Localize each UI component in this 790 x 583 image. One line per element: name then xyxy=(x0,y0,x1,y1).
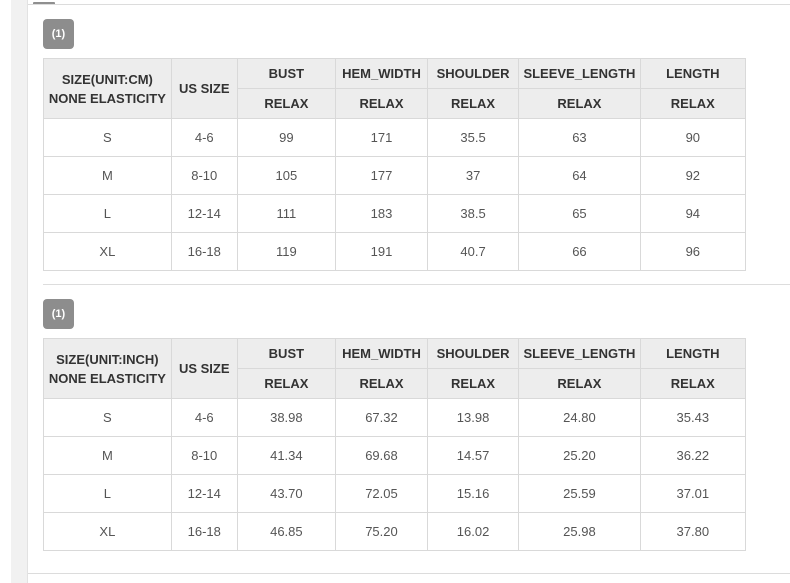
measurement-cell: 75.20 xyxy=(336,513,428,551)
table-row xyxy=(44,119,746,157)
size-cell: M xyxy=(44,157,172,195)
unit-title: SIZE(UNIT:CM) xyxy=(61,71,153,87)
column-header-shoulder: SHOULDER xyxy=(427,339,518,369)
size-chart-section-inch xyxy=(28,285,790,564)
elasticity-label: NONE ELASTICITY xyxy=(48,90,166,106)
size-chart-table-inch xyxy=(43,338,746,551)
table-row xyxy=(44,157,746,195)
measurement-cell: 35.43 xyxy=(640,399,745,437)
us-size-cell: 4-6 xyxy=(171,119,237,157)
measurement-cell: 92 xyxy=(640,157,745,195)
column-header-sleeve-length: SLEEVE_LENGTH xyxy=(519,59,640,89)
column-header-hem-width: HEM_WIDTH xyxy=(336,339,428,369)
measurement-cell: 43.70 xyxy=(237,475,335,513)
size-cell: S xyxy=(44,399,172,437)
relax-subheader: RELAX xyxy=(237,89,335,119)
measurement-cell: 41.34 xyxy=(237,437,335,475)
measurement-cell: 63 xyxy=(519,119,640,157)
measurement-cell: 183 xyxy=(336,195,428,233)
measurement-cell: 14.57 xyxy=(427,437,518,475)
measurement-cell: 111 xyxy=(237,195,335,233)
chart-index-badge[interactable]: (1) xyxy=(43,299,74,329)
column-header-length: LENGTH xyxy=(640,339,745,369)
relax-subheader: RELAX xyxy=(336,89,428,119)
measurement-cell: 105 xyxy=(237,157,335,195)
measurement-cell: 64 xyxy=(519,157,640,195)
relax-subheader: RELAX xyxy=(336,369,428,399)
us-size-cell: 4-6 xyxy=(171,399,237,437)
measurement-cell: 38.5 xyxy=(427,195,518,233)
elasticity-label: NONE ELASTICITY xyxy=(48,370,166,386)
relax-subheader: RELAX xyxy=(640,369,745,399)
header-row-measure xyxy=(44,339,746,369)
measurement-cell: 25.98 xyxy=(519,513,640,551)
measurement-cell: 36.22 xyxy=(640,437,745,475)
measurement-cell: 65 xyxy=(519,195,640,233)
us-size-header-cell: US SIZE xyxy=(171,59,237,119)
table-row xyxy=(44,195,746,233)
size-chart-table-cm xyxy=(43,58,746,271)
header-row-measure xyxy=(44,59,746,89)
us-size-cell: 16-18 xyxy=(171,513,237,551)
size-chart-section-cm xyxy=(28,5,790,284)
table-row xyxy=(44,233,746,271)
measurement-cell: 171 xyxy=(336,119,428,157)
table-row xyxy=(44,437,746,475)
column-header-hem-width: HEM_WIDTH xyxy=(336,59,428,89)
measurement-cell: 94 xyxy=(640,195,745,233)
measurement-cell: 69.68 xyxy=(336,437,428,475)
relax-subheader: RELAX xyxy=(427,89,518,119)
measurement-cell: 191 xyxy=(336,233,428,271)
size-cell: L xyxy=(44,475,172,513)
us-size-header-cell: US SIZE xyxy=(171,339,237,399)
size-cell: L xyxy=(44,195,172,233)
column-header-bust: BUST xyxy=(237,339,335,369)
us-size-cell: 16-18 xyxy=(171,233,237,271)
us-size-cell: 12-14 xyxy=(171,195,237,233)
table-row xyxy=(44,475,746,513)
us-size-cell: 8-10 xyxy=(171,157,237,195)
relax-subheader: RELAX xyxy=(237,369,335,399)
measurement-cell: 67.32 xyxy=(336,399,428,437)
page-left-gutter xyxy=(11,0,28,583)
measurement-cell: 16.02 xyxy=(427,513,518,551)
relax-subheader: RELAX xyxy=(519,369,640,399)
measurement-cell: 177 xyxy=(336,157,428,195)
unit-title: SIZE(UNIT:INCH) xyxy=(56,351,159,367)
table-row xyxy=(44,513,746,551)
us-size-cell: 12-14 xyxy=(171,475,237,513)
column-header-length: LENGTH xyxy=(640,59,745,89)
measurement-cell: 24.80 xyxy=(519,399,640,437)
measurement-cell: 66 xyxy=(519,233,640,271)
size-cell: XL xyxy=(44,233,172,271)
measurement-cell: 40.7 xyxy=(427,233,518,271)
size-cell: S xyxy=(44,119,172,157)
measurement-cell: 38.98 xyxy=(237,399,335,437)
measurement-cell: 37.01 xyxy=(640,475,745,513)
size-cell: M xyxy=(44,437,172,475)
corner-header-cell xyxy=(44,59,172,119)
relax-subheader: RELAX xyxy=(640,89,745,119)
column-header-sleeve-length: SLEEVE_LENGTH xyxy=(519,339,640,369)
measurement-cell: 15.16 xyxy=(427,475,518,513)
measurement-cell: 96 xyxy=(640,233,745,271)
measurement-cell: 37.80 xyxy=(640,513,745,551)
us-size-cell: 8-10 xyxy=(171,437,237,475)
chart-index-badge[interactable]: (1) xyxy=(43,19,74,49)
table-row xyxy=(44,399,746,437)
relax-subheader: RELAX xyxy=(427,369,518,399)
corner-header-cell xyxy=(44,339,172,399)
measurement-cell: 25.20 xyxy=(519,437,640,475)
column-header-bust: BUST xyxy=(237,59,335,89)
measurement-cell: 90 xyxy=(640,119,745,157)
measurement-cell: 119 xyxy=(237,233,335,271)
relax-subheader: RELAX xyxy=(519,89,640,119)
column-header-shoulder: SHOULDER xyxy=(427,59,518,89)
size-chart-panel xyxy=(28,4,790,574)
measurement-cell: 72.05 xyxy=(336,475,428,513)
measurement-cell: 99 xyxy=(237,119,335,157)
size-cell: XL xyxy=(44,513,172,551)
measurement-cell: 35.5 xyxy=(427,119,518,157)
measurement-cell: 37 xyxy=(427,157,518,195)
measurement-cell: 46.85 xyxy=(237,513,335,551)
measurement-cell: 25.59 xyxy=(519,475,640,513)
measurement-cell: 13.98 xyxy=(427,399,518,437)
